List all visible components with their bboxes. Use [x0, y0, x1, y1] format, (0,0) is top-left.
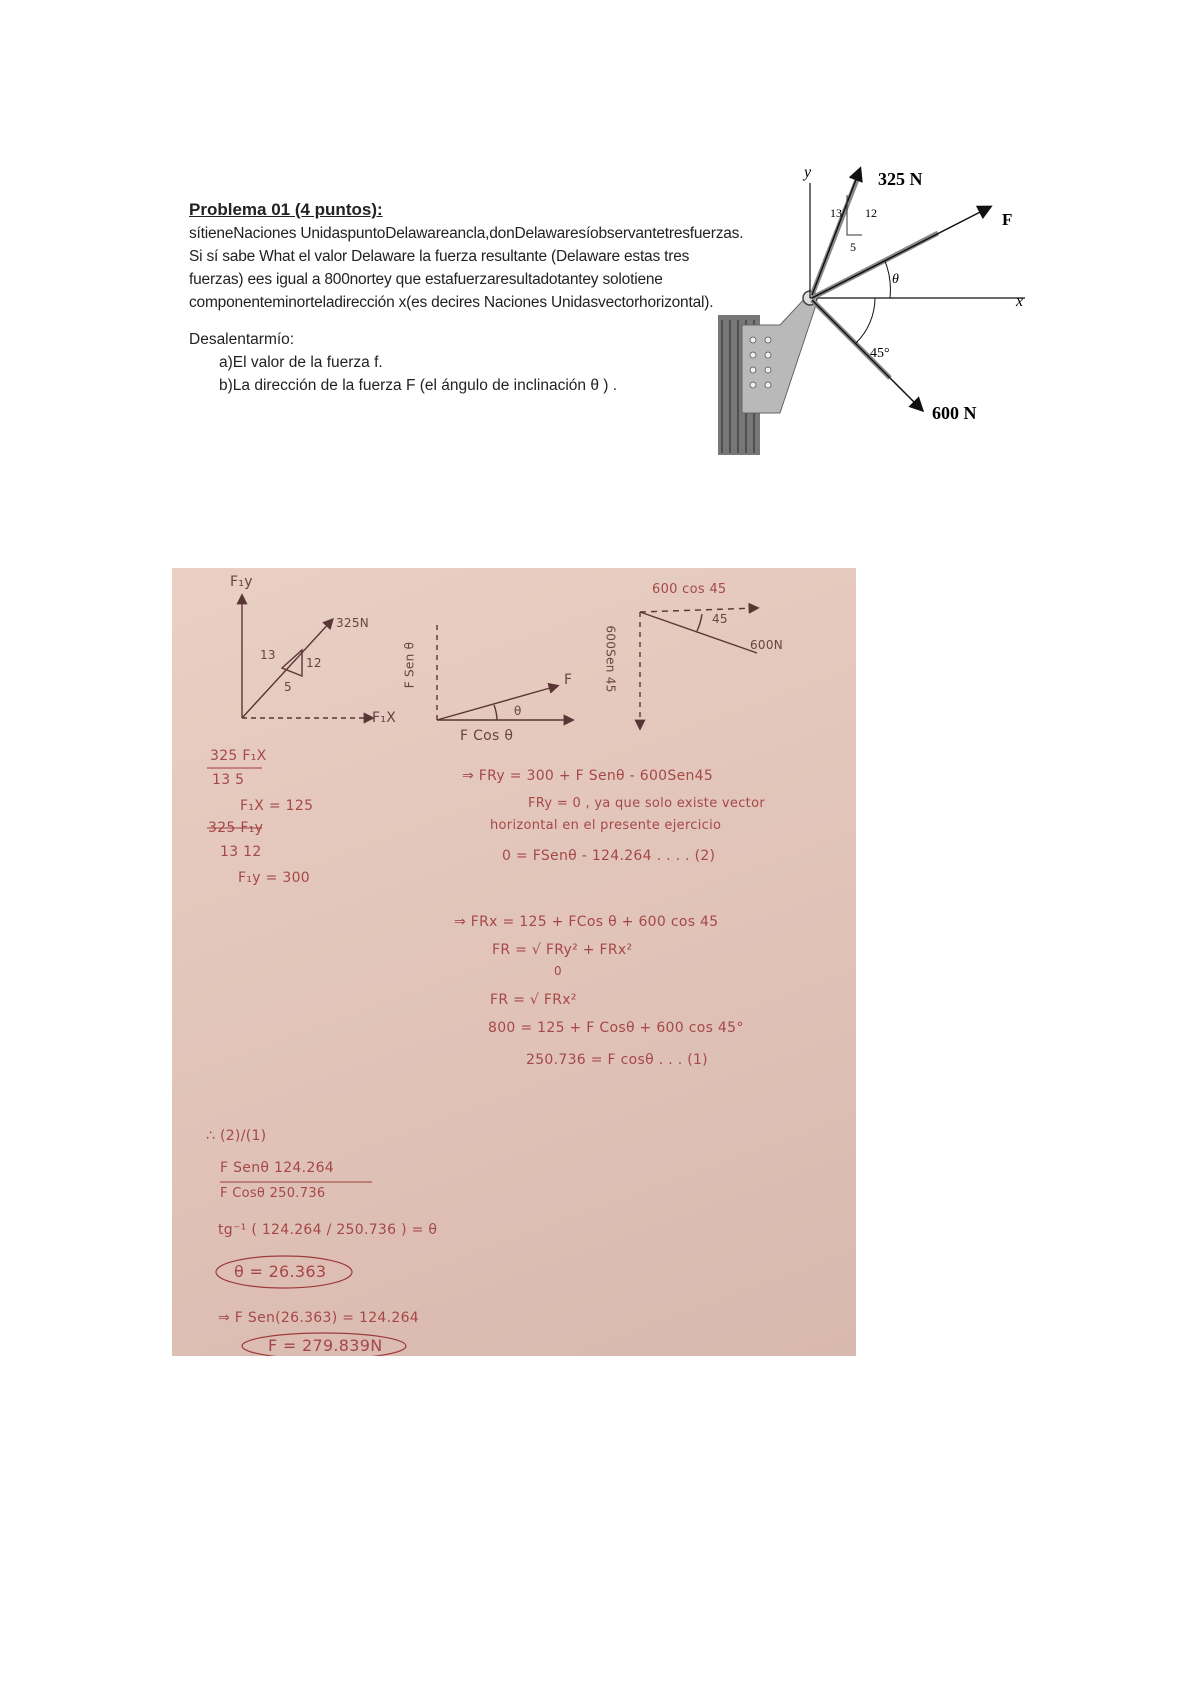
- eq-fr-1: FR = √ FRy² + FRx²: [492, 942, 633, 958]
- sketch1-12: 12: [306, 656, 322, 670]
- sketch2-theta-label: θ: [514, 704, 522, 718]
- eq-fy-result: F₁y = 300: [238, 870, 311, 886]
- sketch1-fx-label: F₁X: [372, 710, 397, 726]
- eq-ratio-top: F Senθ 124.264: [220, 1160, 334, 1176]
- eq-ratio-fx: 325 F₁X: [210, 748, 267, 764]
- slope-5: 5: [850, 240, 856, 254]
- x-axis-label: x: [1016, 293, 1024, 310]
- eq-fr-2: FR = √ FRx²: [490, 992, 577, 1008]
- sketch1-fy-label: F₁y: [230, 574, 253, 590]
- eq-frx: ⇒ FRx = 125 + FCos θ + 600 cos 45: [454, 914, 719, 930]
- question-a: a)El valor de la fuerza f.: [219, 354, 383, 371]
- sketch-3: [640, 608, 757, 728]
- angle-45-label: 45°: [870, 346, 890, 361]
- problem-line-1: sítieneNaciones UnidaspuntoDelawareancla,donDelawaresíobservantetresfuerzas.: [189, 225, 744, 242]
- eq-2: 0 = FSenθ - 124.264 . . . . (2): [502, 848, 716, 864]
- sketch3-cos-label: 600 cos 45: [652, 582, 727, 597]
- eq-ratio-fy: 325 F₁y: [208, 820, 264, 836]
- problem-line-4: componenteminorteladirección x(es decires Naciones Unidasvectorhorizontal).: [189, 294, 714, 311]
- sketch1-5: 5: [284, 680, 292, 694]
- slope-13: 13: [830, 206, 842, 220]
- sketch3-sen-label: 600Sen 45: [603, 625, 618, 693]
- question-b: b)La dirección de la fuerza F (el ángulo de inclinación θ ) .: [219, 377, 618, 394]
- sketch1-13: 13: [260, 648, 276, 662]
- force-600-cable: [812, 300, 922, 410]
- eq-f-sen: ⇒ F Sen(26.363) = 124.264: [218, 1310, 419, 1326]
- slope-12: 12: [865, 206, 877, 220]
- problem-line-2: Si sí sabe What el valor Delaware la fuerza resultante (Delaware estas tres: [189, 248, 690, 265]
- eq-ratio-fx-den: 13 5: [212, 772, 245, 788]
- force-f-label: F: [1002, 210, 1013, 229]
- sketch3-45-label: 45: [712, 612, 728, 626]
- bracket-plate: [742, 291, 817, 413]
- force-600-label: 600 N: [932, 403, 977, 423]
- eq-fr-3: 800 = 125 + F Cosθ + 600 cos 45°: [488, 1020, 744, 1036]
- problem-line-3: fuerzas) ees igual a 800nortey que estafuerzaresultadotantey solotiene: [189, 271, 663, 288]
- y-axis-label: y: [804, 164, 812, 181]
- eq-fx-result: F₁X = 125: [240, 798, 314, 814]
- eq-arctan: tg⁻¹ ( 124.264 / 250.736 ) = θ: [218, 1222, 438, 1238]
- sketch2-fsen-label: F Sen θ: [402, 641, 417, 689]
- theta-result: θ = 26.363: [234, 1262, 327, 1281]
- force-diagram: [700, 155, 1040, 455]
- sketch-2: [437, 620, 572, 720]
- sketch1-force-label: 325N: [336, 616, 370, 630]
- sketch2-fcos-label: F Cos θ: [460, 728, 514, 744]
- eq-ratio-fy-den: 13 12: [220, 844, 262, 860]
- questions-heading: Desalentarmío:: [189, 331, 295, 348]
- eq-fry: ⇒ FRy = 300 + F Senθ - 600Sen45: [462, 768, 714, 784]
- theta-label: θ: [892, 272, 899, 287]
- f-result: F = 279.839N: [268, 1336, 383, 1355]
- note-fry-zero-2: horizontal en el presente ejercicio: [490, 818, 722, 833]
- sketch2-f-label: F: [564, 672, 573, 688]
- eq-1: 250.736 = F cosθ . . . (1): [526, 1052, 708, 1068]
- handwritten-solution-photo: [172, 568, 856, 1356]
- theta-arc: [885, 261, 890, 298]
- angle-45-arc: [856, 298, 875, 343]
- sketch3-600-label: 600N: [750, 638, 784, 652]
- eq-fr-1-zero: 0: [554, 964, 562, 978]
- force-325-label: 325 N: [878, 169, 923, 189]
- note-fry-zero: FRy = 0 , ya que solo existe vector: [528, 796, 765, 811]
- eq-ratio-bottom: F Cosθ 250.736: [220, 1186, 326, 1201]
- problem-title: Problema 01 (4 puntos):: [189, 200, 383, 219]
- eq-divide: ∴ (2)/(1): [206, 1128, 267, 1144]
